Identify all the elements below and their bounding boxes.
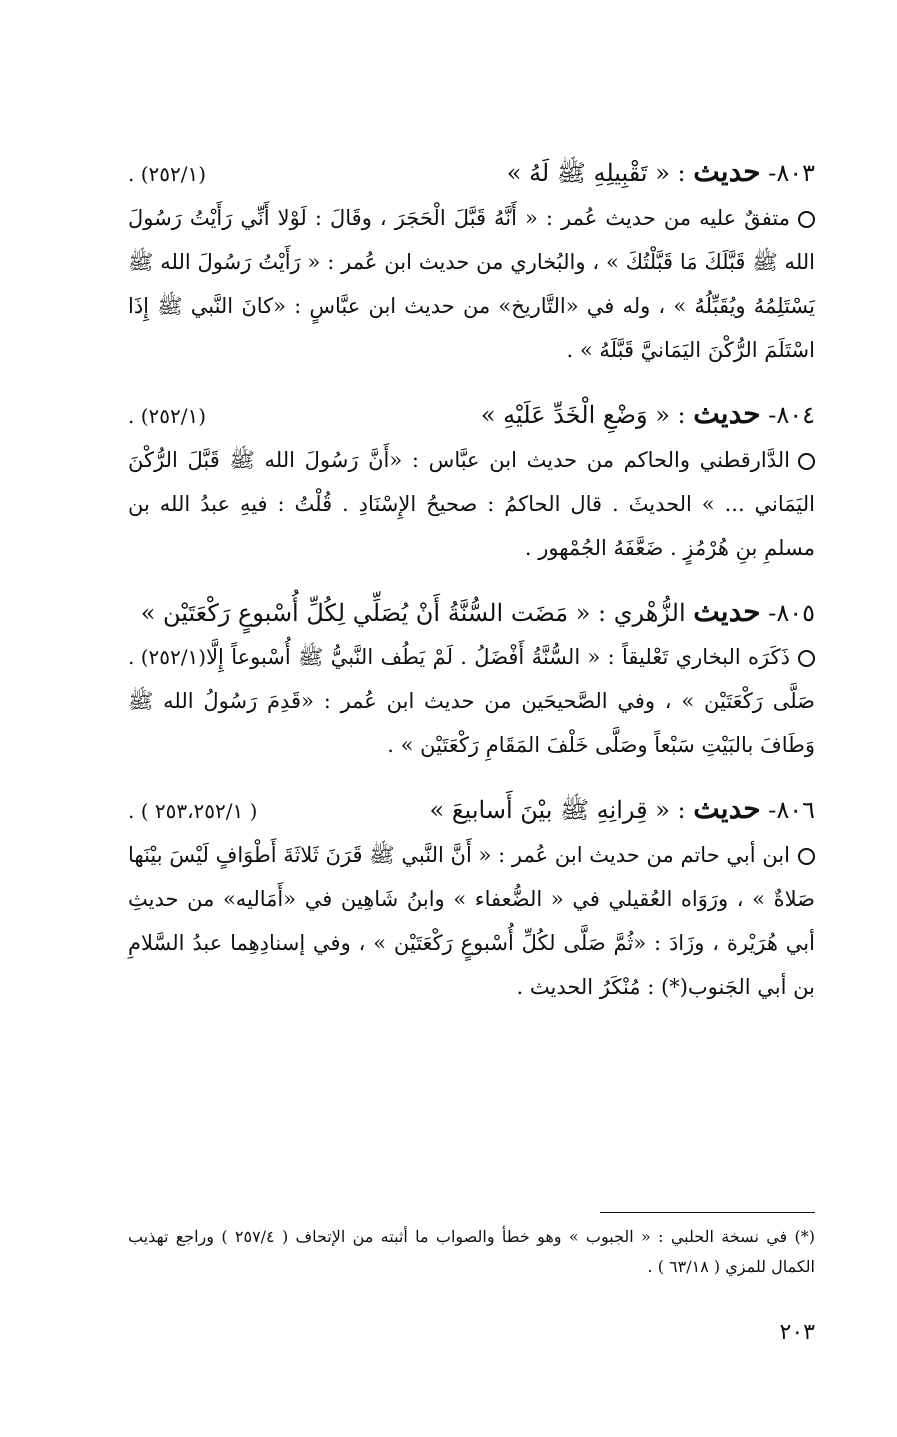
entry-reference: (٢٥٢/١) . xyxy=(128,162,207,186)
circle-bullet-icon xyxy=(798,453,815,470)
entry-keyword: حديث xyxy=(693,397,761,430)
footnote: (*) في نسخة الحلبي : « الجبوب » وهو خطأ والصواب ما أثبته من الإتحاف ( ٢٥٧/٤ ) وراجع تهذيب الكمال للمزي ( ٦٣/١٨ ) . xyxy=(128,1227,815,1276)
entry-heading-main xyxy=(481,392,815,437)
entry-keyword: حديث xyxy=(693,155,761,188)
page-number: ٢٠٣ xyxy=(779,1320,815,1345)
entry-heading xyxy=(128,392,815,438)
entry-body-text: الدَّارقطني والحاكم من حديث ابن عبَّاس : «أَنَّ رَسُولَ الله ﷺ قَبَّلَ الرُّكْنَ اليَمَاني ... » الحديثَ . قال الحاكمُ : صحيحُ الإِسْنَادِ . قُلْتُ : فيهِ عبدُ الله بن مسلمِ بنِ هُرْمُزٍ . ضَعَّفَهُ الجُمْهور . xyxy=(128,448,815,560)
entry-body xyxy=(128,196,815,372)
page-body xyxy=(128,150,815,1029)
entry-body xyxy=(128,438,815,570)
entry-803 xyxy=(128,150,815,372)
entry-805 xyxy=(128,590,815,767)
entry-reference: (٢٥٢/١) . xyxy=(128,404,207,428)
entry-title: الزُّهْري : « مَضَت السُّنَّةُ أَنْ يُصَلِّي لِكُلِّ أُسْبوعٍ رَكْعَتَيْن » xyxy=(140,599,686,627)
entry-heading xyxy=(128,150,815,196)
entry-body-text: متفقٌ عليه من حديث عُمر : « أَنَّهُ قَبَّلَ الْحَجَرَ ، وقَالَ : لَوْلا أَنِّي رَأَيْتُ رَسُولَ الله ﷺ قَبَّلَكَ مَا قَبَّلْتُكَ » ، والبُخاري من حديث ابن عُمر : « رَأَيْتُ رَسُولَ الله ﷺ يَسْتَلِمُهُ ويُقَبِّلُهُ » ، وله في «التَّاريخ» من حديث ابن عبَّاسٍ : «كانَ النَّبي ﷺ إِذَا اسْتَلَمَ الرُّكْنَ اليَمَانيَّ قَبَّلَهُ » . xyxy=(128,206,815,362)
entry-number: ٨٠٣- xyxy=(768,159,815,187)
entry-number: ٨٠٥- xyxy=(768,599,815,627)
entry-body xyxy=(128,833,815,1009)
entry-title: : « وَضْعِ الْخَدِّ عَلَيْهِ » xyxy=(480,401,686,429)
entry-heading-main xyxy=(430,787,815,832)
entry-number: ٨٠٤- xyxy=(768,401,815,429)
entry-heading xyxy=(128,787,815,833)
entry-number: ٨٠٦- xyxy=(768,796,815,824)
entry-806 xyxy=(128,787,815,1009)
circle-bullet-icon xyxy=(798,211,815,228)
entry-reference: ( ٢٥٣،٢٥٢/١ ) . xyxy=(128,799,258,823)
footnote-divider xyxy=(600,1212,815,1213)
entry-reference: (٢٥٢/١) . xyxy=(128,645,207,669)
entry-body xyxy=(128,635,815,767)
entry-804 xyxy=(128,392,815,570)
entry-heading-main xyxy=(507,150,815,195)
circle-bullet-icon xyxy=(798,848,815,865)
entry-body-text: ابن أبي حاتم من حديث ابن عُمر : « أَنَّ النَّبي ﷺ قَرَنَ ثَلاثَةَ أَطْوَافٍ لَيْسَ بيْنَها صَلاةٌ » ، ورَوَاه العُقيلي في « الضُّعفاء » وابنُ شَاهِين في «أَمَاليه» من حديثِ أبي هُرَيْرة ، وزَادَ : «ثُمَّ صَلَّى لكُلِّ أُسْبوعٍ رَكْعَتَيْن » ، وفي إسنادِهِما عبدُ السَّلامِ بن أبي الجَنوب(*) : مُنْكَرُ الحديث . xyxy=(128,843,815,999)
circle-bullet-icon xyxy=(798,650,815,667)
entry-keyword: حديث xyxy=(693,792,761,825)
entry-body-text: ذَكَرَه البخاري تَعْليقاً : « السُّنَّةُ أَفْضَلُ . لَمْ يَطُف النَّبيُّ ﷺ أُسْبوعاً إِلَّا صَلَّى رَكْعَتَيْن » ، وفي الصَّحيحَين من حديث ابن عُمر : «قَدِمَ رَسُولُ الله ﷺ وَطَافَ بالبَيْتِ سَبْعاً وصَلَّى خَلْفَ المَقَامِ رَكْعَتَيْن » . xyxy=(128,645,815,757)
entry-heading xyxy=(128,590,815,669)
entry-title: : « تَقْبِيلِهِ ﷺ لَهُ » xyxy=(506,159,686,187)
entry-title: : « قِرانِهِ ﷺ بيْنَ أَسابيعَ » xyxy=(429,796,686,824)
entry-keyword: حديث xyxy=(693,595,761,628)
